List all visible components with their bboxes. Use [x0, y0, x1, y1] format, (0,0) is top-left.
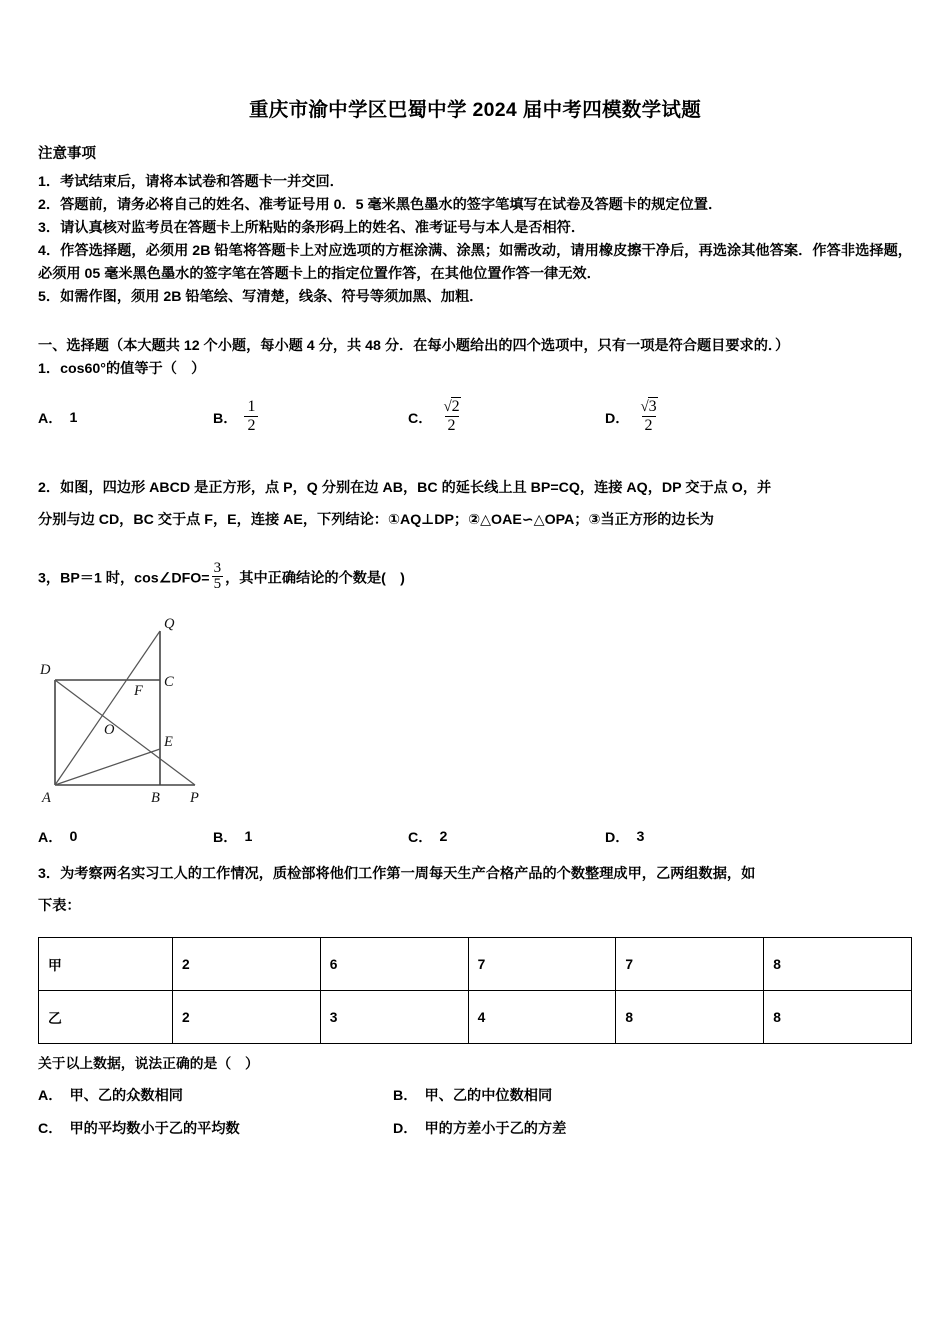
- label-b: B: [151, 790, 160, 807]
- cell-jia-2: 6: [320, 938, 468, 991]
- sqrt-icon: √2: [443, 397, 460, 415]
- figure-labels: [39, 616, 199, 806]
- option-b[interactable]: [393, 1085, 552, 1105]
- question-2-options: [38, 827, 912, 847]
- option-a-value: 0: [69, 829, 78, 846]
- fraction-one-half: [244, 399, 258, 436]
- question-2-figure: [38, 612, 912, 827]
- option-c-label: C．: [408, 830, 433, 847]
- page-title: 重庆市渝中学区巴蜀中学 2024 届中考四模数学试题: [248, 99, 701, 121]
- notice-item: 5．如需作图，须用 2B 铅笔绘、写清楚，线条、符号等须加黑、加粗．: [38, 288, 484, 305]
- table-row: [39, 938, 912, 991]
- question-2-stem-line-2: 分别与边 CD，BC 交于点 F，E，连接 AE，下列结论：①AQ⊥DP；②△OAE∽△OPA；③当正方形的边长为: [38, 511, 714, 528]
- option-b-value: 甲、乙的中位数相同: [424, 1088, 553, 1105]
- cell-yi-4: 8: [616, 991, 764, 1044]
- stem-suffix: ，其中正确结论的个数是( ): [225, 570, 405, 587]
- option-d-label: D．: [605, 830, 630, 847]
- fraction-three-fifths: [212, 561, 224, 593]
- denominator: 5: [213, 576, 222, 593]
- fraction-sqrt3-over-2: [636, 399, 660, 436]
- question-3-stem-line-1: 3．为考察两名实习工人的工作情况，质检部将他们工作第一周每天生产合格产品的个数整理成甲，乙两组数据，如: [38, 866, 756, 883]
- row-label-yi: 乙: [39, 991, 173, 1044]
- cell-yi-1: 2: [173, 991, 321, 1044]
- numerator: [636, 399, 660, 417]
- option-c-label: C．: [408, 410, 433, 427]
- question-2-stem-line-1: 2．如图，四边形 ABCD 是正方形，点 P，Q 分别在边 AB，BC 的延长线上且 BP=CQ，连接 AQ，DP 交于点 O，并: [38, 479, 772, 496]
- option-c-value: 2: [439, 829, 448, 846]
- option-c-value: 甲的平均数小于乙的平均数: [69, 1121, 240, 1138]
- label-d: D: [40, 662, 51, 679]
- cell-jia-1: 2: [173, 938, 321, 991]
- cell-jia-5: 8: [764, 938, 912, 991]
- option-c[interactable]: [38, 1118, 393, 1138]
- option-d-label: D．: [393, 1121, 418, 1138]
- question-1-options: [38, 389, 912, 447]
- question-3-data-table: [38, 937, 912, 1044]
- numerator: 1: [247, 397, 256, 415]
- notice-list: [38, 171, 912, 309]
- table-row: [39, 991, 912, 1044]
- option-a-value: 1: [69, 409, 78, 426]
- notice-heading: 注意事项: [38, 146, 96, 163]
- option-b[interactable]: [213, 827, 408, 847]
- option-a-value: 甲、乙的众数相同: [69, 1088, 183, 1105]
- row-label-jia: 甲: [39, 938, 173, 991]
- sqrt-icon: √3: [640, 397, 657, 415]
- label-q: Q: [164, 616, 175, 633]
- notice-item: 3．请认真核对监考员在答题卡上所粘贴的条形码上的姓名、准考证号与本人是否相符．: [38, 219, 586, 236]
- option-b[interactable]: [213, 397, 408, 437]
- option-a-label: A．: [38, 410, 63, 427]
- numerator: 3: [213, 559, 222, 576]
- question-3-prompt: 关于以上数据，说法正确的是（ ）: [38, 1056, 259, 1072]
- label-a: A: [42, 790, 51, 807]
- cell-yi-2: 3: [320, 991, 468, 1044]
- option-a[interactable]: [38, 408, 213, 428]
- option-a-label: A．: [38, 1088, 63, 1105]
- radicand: 2: [451, 397, 460, 415]
- notice-item: 4．作答选择题，必须用 2B 铅笔将答题卡上对应选项的方框涂满、涂黑；如需改动，请用橡皮擦干净后，再选涂其他答案．作答非选择题，必须用 05 毫米黑色墨水的签字笔在答题卡上的指定位置作答，在其他位置作答一律无效．: [38, 242, 912, 282]
- radicand: 3: [648, 397, 657, 415]
- denominator: 2: [445, 416, 459, 435]
- question-2-stem-line-3: [38, 559, 912, 595]
- fraction-sqrt2-over-2: [439, 399, 463, 436]
- label-e: E: [164, 734, 173, 751]
- option-b-label: B．: [393, 1088, 418, 1105]
- denominator: 2: [244, 416, 258, 435]
- option-b-label: B．: [213, 410, 238, 427]
- label-o: O: [104, 722, 115, 739]
- segment-aq: [55, 631, 160, 785]
- option-row-ab: [38, 1085, 912, 1105]
- geometry-diagram-svg: [38, 612, 268, 827]
- option-c[interactable]: [408, 397, 605, 437]
- option-a[interactable]: [38, 827, 213, 847]
- segment-ae: [55, 749, 160, 785]
- option-row-cd: [38, 1118, 912, 1138]
- cell-jia-4: 7: [616, 938, 764, 991]
- option-d-label: D．: [605, 410, 630, 427]
- option-a-label: A．: [38, 830, 63, 847]
- notice-item: 2．答题前，请务必将自己的姓名、准考证号用 0．5 毫米黑色墨水的签字笔填写在试卷及答题卡的规定位置．: [38, 196, 723, 213]
- option-d-value: 甲的方差小于乙的方差: [424, 1121, 567, 1138]
- option-c[interactable]: [408, 827, 605, 847]
- construction-lines: [55, 631, 195, 785]
- cell-yi-5: 8: [764, 991, 912, 1044]
- option-d[interactable]: [605, 397, 785, 437]
- option-d[interactable]: [393, 1118, 566, 1138]
- square-abcd: [55, 631, 195, 785]
- stem-prefix: 3，BP＝1 时，cos∠DFO=: [38, 570, 210, 587]
- notice-item: 1．考试结束后，请将本试卷和答题卡一并交回．: [38, 173, 344, 190]
- label-f: F: [134, 683, 143, 700]
- option-b-value: 1: [244, 829, 253, 846]
- label-p: P: [190, 790, 199, 807]
- cell-yi-3: 4: [468, 991, 616, 1044]
- segment-dp: [55, 680, 195, 785]
- option-a[interactable]: [38, 1085, 393, 1105]
- option-d-value: 3: [636, 829, 645, 846]
- option-d[interactable]: [605, 827, 785, 847]
- question-3-options: [38, 1085, 912, 1138]
- section-heading: 一、选择题（本大题共 12 个小题，每小题 4 分，共 48 分．在每小题给出的四个选项中，只有一项是符合题目要求的．）: [38, 337, 790, 354]
- option-c-label: C．: [38, 1121, 63, 1138]
- cell-jia-3: 7: [468, 938, 616, 991]
- denominator: 2: [642, 416, 656, 435]
- question-1-stem: 1．cos60°的值等于（ ）: [38, 360, 206, 377]
- option-b-label: B．: [213, 830, 238, 847]
- numerator: [439, 399, 463, 417]
- question-3-stem-line-2: 下表：: [38, 898, 81, 915]
- document-content: [38, 98, 912, 1151]
- label-c: C: [164, 674, 174, 691]
